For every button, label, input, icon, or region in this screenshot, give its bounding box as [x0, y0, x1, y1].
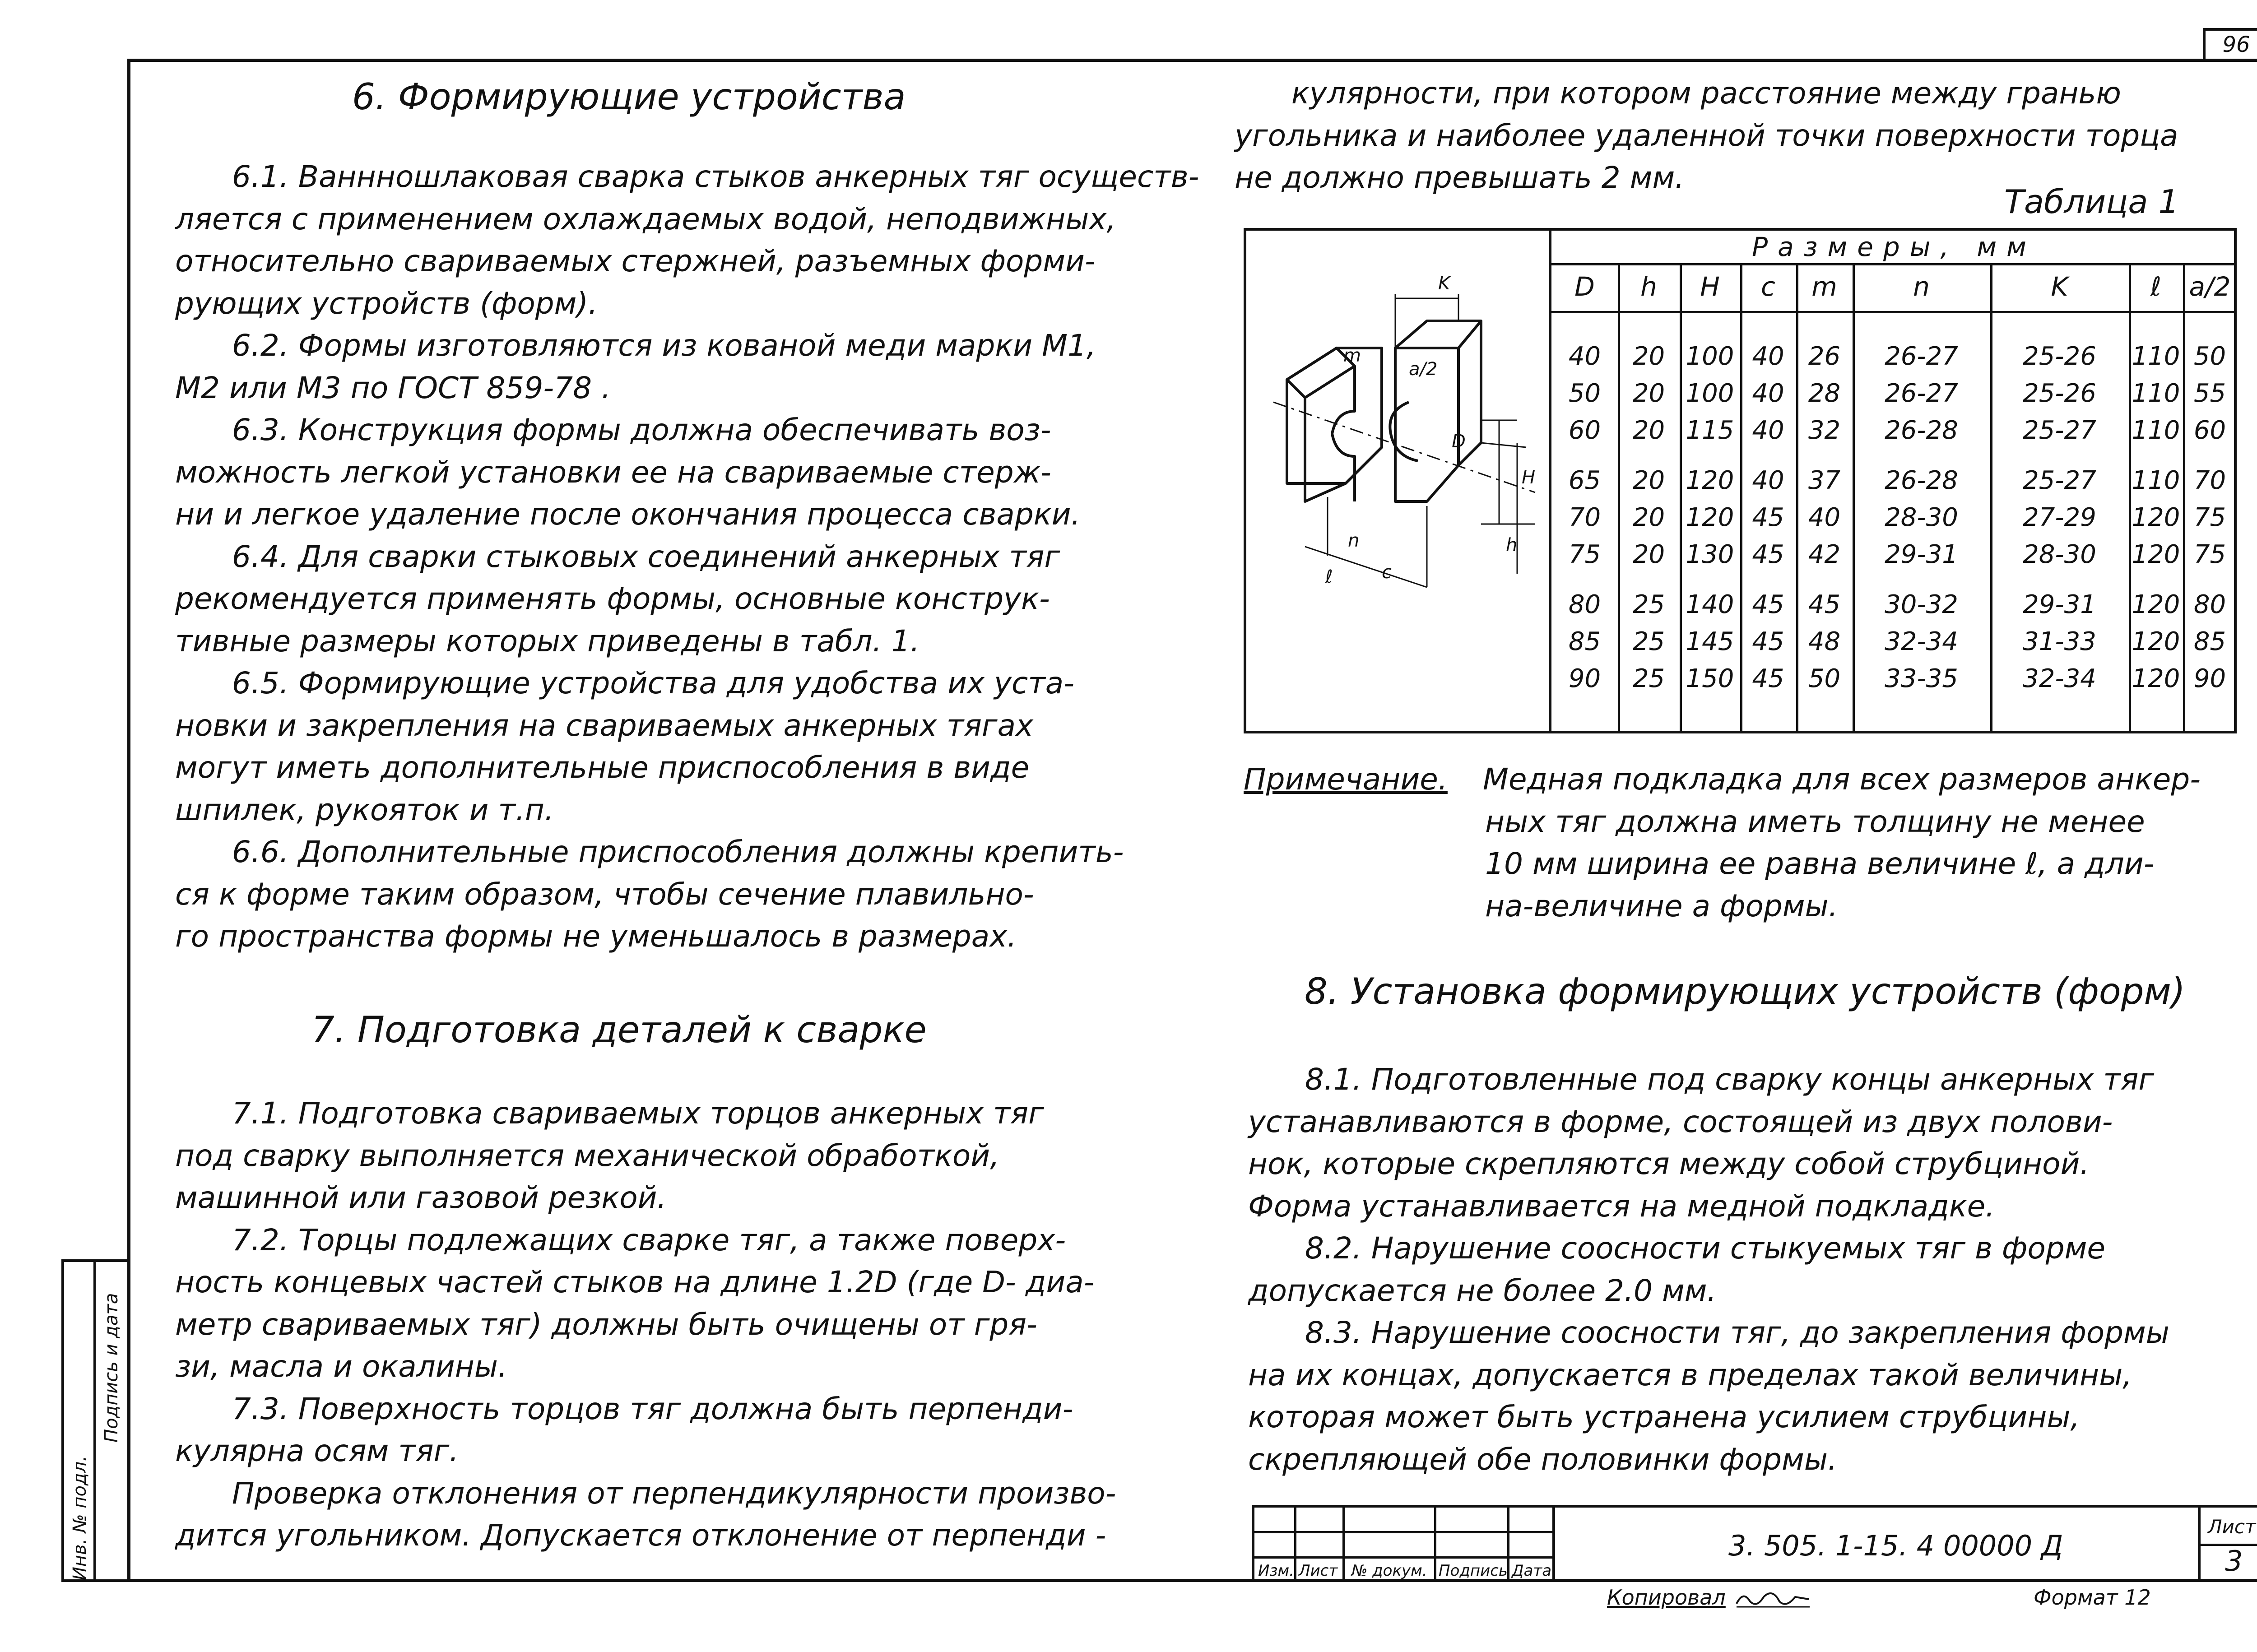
text-line: дится угольником. Допускается отклонение от перпенди - [175, 1518, 1106, 1553]
section-6-title: 6. Формирующие устройства [352, 76, 906, 118]
table-group-header: Размеры, мм [1752, 232, 2036, 262]
copied-by [1607, 1585, 1813, 1610]
table-cell: 45 [1752, 664, 1784, 693]
page-number: 96 [2203, 28, 2257, 59]
table-cell: 90 [2193, 664, 2226, 693]
fig-label: ℓ [1325, 566, 1333, 587]
table-cell: 25-26 [2023, 379, 2096, 408]
table-cell: 120 [2132, 590, 2180, 619]
text-line: ни и легкое удаление после окончания процесса сварки. [175, 497, 1081, 532]
text-line: нок, которые скрепляются между собой струбциной. [1248, 1146, 2090, 1181]
table-cell: 42 [1808, 540, 1841, 569]
table-cell: 26-27 [1885, 379, 1958, 408]
table-cell: 70 [1568, 503, 1601, 532]
table-cell: 120 [2132, 540, 2180, 569]
table-cell: 140 [1686, 590, 1734, 619]
table-cell: 32-34 [2023, 664, 2096, 693]
tb-label-izm: Изм. [1258, 1562, 1294, 1580]
text-line: М2 или М3 по ГОСТ 859-78 . [175, 370, 611, 405]
text-line: могут иметь дополнительные приспособления в виде [175, 750, 1030, 785]
table-cell: 100 [1686, 379, 1734, 408]
fig-label: h [1506, 535, 1518, 556]
table-cell: 45 [1752, 540, 1784, 569]
table-cell: 65 [1568, 466, 1601, 495]
text-line: рующих устройств (форм). [175, 286, 598, 321]
text-line: ся к форме таким образом, чтобы сечение плавильно- [175, 877, 1034, 912]
col-header: n [1913, 271, 1930, 302]
table-cell: 75 [2193, 540, 2226, 569]
text-line: 7.1. Подготовка свариваемых торцов анкерных тяг [175, 1096, 1044, 1131]
col-header: m [1811, 271, 1837, 302]
table-cell: 20 [1632, 379, 1665, 408]
table-cell: 60 [1568, 416, 1601, 445]
tb-vline [1552, 1508, 1555, 1582]
sheet-number: 3 [2225, 1545, 2243, 1578]
tb-vline [1294, 1508, 1296, 1582]
text-line: ность концевых частей стыков на длине 1.2D (где D- диа- [175, 1265, 1095, 1299]
table-cell: 120 [1686, 503, 1734, 532]
copied-label: Копировал [1607, 1585, 1726, 1610]
table-cell: 33-35 [1885, 664, 1958, 693]
table-cell: 26-27 [1885, 342, 1958, 371]
note-body [1483, 758, 2201, 927]
text-line: 8.3. Нарушение соосности тяг, до закрепления формы [1248, 1315, 2169, 1350]
sidebar-stamp [61, 1259, 127, 1582]
text-line: 6.4. Для сварки стыковых соединений анкерных тяг [175, 539, 1060, 574]
text-line: 6.6. Дополнительные приспособления должны крепить- [175, 835, 1124, 869]
table-cell: 40 [1752, 379, 1784, 408]
table-cell: 20 [1632, 466, 1665, 495]
section-8-title: 8. Установка формирующих устройств (форм) [1305, 970, 2186, 1012]
table-cell: 40 [1752, 466, 1784, 495]
table-cell: 80 [1568, 590, 1601, 619]
table-cell: 75 [1568, 540, 1601, 569]
table-cell: 20 [1632, 540, 1665, 569]
text-line: новки и закрепления на свариваемых анкерных тягах [175, 708, 1034, 743]
table-cell: 26-28 [1885, 416, 1958, 445]
table-cell: 25 [1632, 590, 1665, 619]
table-cell: 20 [1632, 416, 1665, 445]
table-cell: 26 [1808, 342, 1841, 371]
table-cell: 40 [1752, 342, 1784, 371]
table-cell: 55 [2193, 379, 2226, 408]
text-line: относительно свариваемых стержней, разъемных форми- [175, 244, 1096, 278]
note-label: Примечание. [1244, 762, 1448, 797]
fig-label: K [1438, 273, 1450, 294]
text-line: шпилек, рукояток и т.п. [175, 792, 554, 827]
tb-hline [1254, 1556, 1552, 1559]
fig-label: D [1452, 431, 1466, 452]
text-line: под сварку выполняется механической обработкой, [175, 1138, 1000, 1173]
text-line: 6.3. Конструкция формы должна обеспечивать воз- [175, 413, 1051, 447]
table-cell: 50 [1808, 664, 1841, 693]
table-cell: 27-29 [2023, 503, 2096, 532]
text-line: 6.1. Ваннношлаковая сварка стыков анкерных тяг осуществ- [175, 159, 1199, 194]
table-cell: 110 [2132, 379, 2180, 408]
text-line: угольника и наиболее удаленной точки поверхности торца [1235, 118, 2178, 153]
form-drawing [1246, 231, 1549, 731]
text-line: на их концах, допускается в пределах такой величины, [1248, 1357, 2132, 1392]
table-cell: 45 [1752, 503, 1784, 532]
table-cell: 120 [2132, 664, 2180, 693]
fig-label: a/2 [1409, 359, 1438, 380]
sidebar-inv-label: Инв. № подл. [70, 1456, 90, 1580]
text-line: 7.2. Торцы подлежащих сварке тяг, а также поверх- [175, 1222, 1066, 1258]
tb-label-date: Дата [1512, 1562, 1552, 1580]
table-cell: 60 [2193, 416, 2226, 445]
table-cell: 28 [1808, 379, 1841, 408]
section-7-continuation [1235, 72, 2178, 199]
table-cell: 120 [1686, 466, 1734, 495]
text-line: допускается не более 2.0 мм. [1248, 1273, 1717, 1308]
table-cell: 120 [2132, 503, 2180, 532]
form-left-half [1287, 348, 1382, 483]
table-cell: 110 [2132, 342, 2180, 371]
table-cell: 29-31 [2023, 590, 2096, 619]
text-line: 10 мм ширина ее равна величине ℓ, а дли- [1485, 846, 2155, 881]
table-cell: 28-30 [2023, 540, 2096, 569]
col-header: c [1761, 271, 1775, 302]
table-hline [1551, 263, 2237, 265]
text-line: 8.2. Нарушение соосности стыкуемых тяг в форме [1248, 1231, 2106, 1266]
text-line: которая может быть устранена усилием струбцины, [1248, 1400, 2080, 1434]
text-line: машинной или газовой резкой. [175, 1180, 667, 1215]
text-line: на-величине а формы. [1485, 888, 1838, 923]
fig-label: H [1522, 467, 1536, 488]
table-cell: 50 [1568, 379, 1601, 408]
document-code: 3. 505. 1-15. 4 00000 Д [1728, 1529, 2063, 1562]
table-cell: 100 [1686, 342, 1734, 371]
table-cell: 32 [1808, 416, 1841, 445]
text-line: Форма устанавливается на медной подкладке. [1248, 1188, 1995, 1224]
table-cell: 80 [2193, 590, 2226, 619]
copier-signature [1732, 1588, 1813, 1610]
table-cell: 120 [2132, 627, 2180, 656]
table-cell: 150 [1686, 664, 1734, 693]
table-cell: 50 [2193, 342, 2226, 371]
axis-line [1273, 402, 1535, 492]
table-hline [1551, 311, 2237, 313]
section-6-body [175, 156, 1199, 958]
text-line: скрепляющей обе половинки формы. [1248, 1442, 1837, 1477]
table-cell: 30-32 [1885, 590, 1958, 619]
col-header: a/2 [2189, 271, 2231, 302]
title-block [1252, 1505, 2257, 1582]
table-cell: 28-30 [1885, 503, 1958, 532]
table-cell: 25 [1632, 627, 1665, 656]
text-line: не должно превышать 2 мм. [1235, 160, 1685, 195]
table-cell: 85 [2193, 627, 2226, 656]
text-line: ных тяг должна иметь толщину не менее [1485, 804, 2145, 839]
table-cell: 40 [1752, 416, 1784, 445]
text-line: го пространства формы не уменьшалось в размерах. [175, 919, 1017, 954]
table-cell: 145 [1686, 627, 1734, 656]
table-cell: 75 [2193, 503, 2226, 532]
fig-label: n [1348, 530, 1360, 551]
text-line: метр свариваемых тяг) должны быть очищены от гря- [175, 1307, 1037, 1342]
table-cell: 45 [1752, 590, 1784, 619]
dimensions-table [1244, 228, 2237, 733]
table-cell: 32-34 [1885, 627, 1958, 656]
table-cell: 26-28 [1885, 466, 1958, 495]
col-header: h [1640, 271, 1657, 302]
table-cell: 48 [1808, 627, 1841, 656]
text-line: 8.1. Подготовленные под сварку концы анкерных тяг [1248, 1062, 2155, 1097]
sheet-label: Лист [2208, 1516, 2256, 1538]
table-cell: 130 [1686, 540, 1734, 569]
text-line: Медная подкладка для всех размеров анкер- [1483, 762, 2201, 797]
table-cell: 110 [2132, 416, 2180, 445]
text-line: тивные размеры которых приведены в табл. 1. [175, 623, 920, 659]
table-caption: Таблица 1 [2004, 183, 2179, 221]
text-line: 6.5. Формирующие устройства для удобства их уста- [175, 666, 1075, 701]
table-cell: 37 [1808, 466, 1841, 495]
table-cell: 25-27 [2023, 416, 2096, 445]
sidebar-sign-label: Подпись и дата [101, 1293, 122, 1443]
section-7-body [175, 1092, 1116, 1557]
col-header: D [1574, 271, 1595, 302]
text-line: устанавливаются в форме, состоящей из двух полови- [1248, 1104, 2113, 1139]
col-header: ℓ [2150, 271, 2161, 302]
text-line: ляется с применением охлаждаемых водой, неподвижных, [175, 201, 1116, 237]
fig-label: c [1382, 562, 1392, 583]
table-cell: 85 [1568, 627, 1601, 656]
table-cell: 20 [1632, 342, 1665, 371]
table-figure [1246, 231, 1551, 731]
tb-label-list: Лист [1299, 1562, 1338, 1580]
tb-label-doc: № докум. [1351, 1562, 1427, 1580]
text-line: рекомендуется применять формы, основные конструк- [175, 581, 1050, 616]
table-cell: 45 [1808, 590, 1841, 619]
table-cell: 40 [1808, 503, 1841, 532]
table-cell: 31-33 [2023, 627, 2096, 656]
tb-vline [1342, 1508, 1345, 1582]
table-cell: 40 [1568, 342, 1601, 371]
text-line: 7.3. Поверхность торцов тяг должна быть перпенди- [175, 1391, 1073, 1426]
table-cell: 29-31 [1885, 540, 1958, 569]
section-7-title: 7. Подготовка деталей к сварке [311, 1009, 927, 1051]
table-cell: 25-26 [2023, 342, 2096, 371]
tb-label-sign: Подпись [1439, 1562, 1508, 1580]
fig-label: m [1343, 345, 1361, 366]
text-line: зи, масла и окалины. [175, 1349, 507, 1384]
tb-hline [1254, 1531, 1552, 1533]
section-8-body [1248, 1058, 2169, 1480]
table-cell: 45 [1752, 627, 1784, 656]
tb-vline [1434, 1508, 1436, 1582]
text-line: кулярности, при котором расстояние между гранью [1235, 76, 2121, 111]
table-cell: 70 [2193, 466, 2226, 495]
text-line: 6.2. Формы изготовляются из кованой меди марки М1, [175, 328, 1096, 363]
table-cell: 20 [1632, 503, 1665, 532]
table-cell: 25 [1632, 664, 1665, 693]
table-cell: 115 [1686, 416, 1734, 445]
text-line: кулярна осям тяг. [175, 1434, 459, 1468]
table-cell: 110 [2132, 466, 2180, 495]
col-header: K [2051, 271, 2068, 302]
table-cell: 90 [1568, 664, 1601, 693]
format-label: Формат 12 [2034, 1585, 2151, 1610]
text-line: можность легкой установки ее на свариваемые стерж- [175, 455, 1051, 490]
table-cell: 25-27 [2023, 466, 2096, 495]
text-line: Проверка отклонения от перпендикулярности произво- [175, 1476, 1116, 1511]
col-header: H [1700, 271, 1720, 302]
